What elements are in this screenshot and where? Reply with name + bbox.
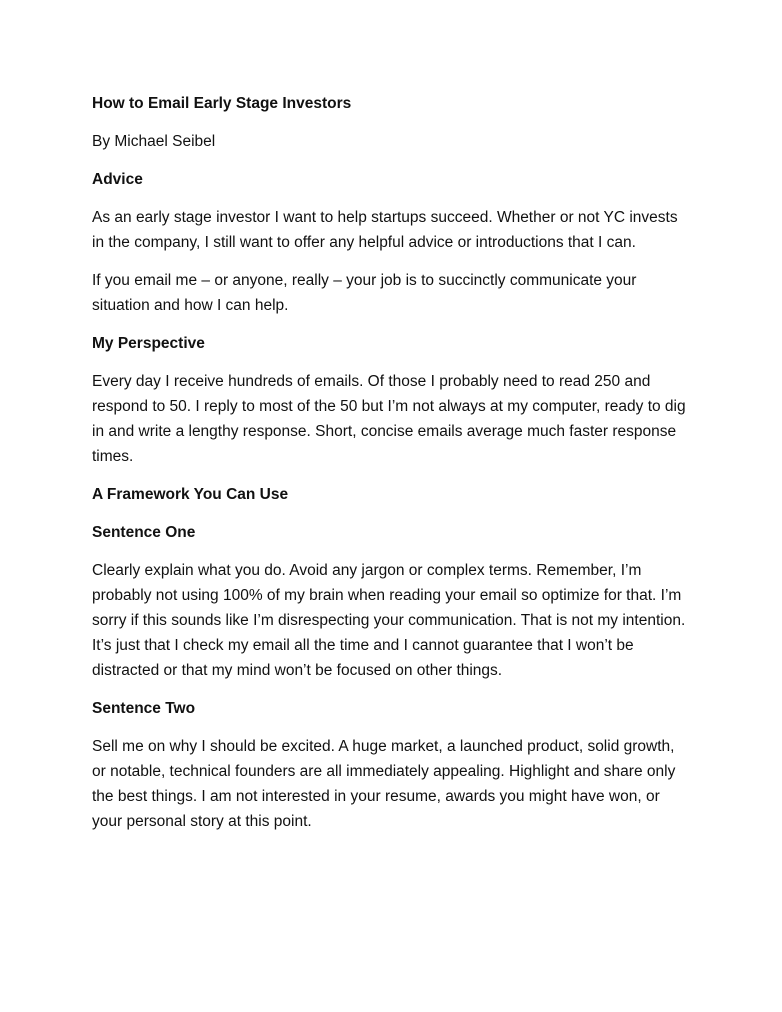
section-heading-sentence-two: Sentence Two [92,700,196,717]
section-heading-framework: A Framework You Can Use [92,486,289,503]
advice-paragraph: As an early stage investor I want to help startups succeed. Whether or not YC invests in the company, I still want to offer any helpful advice or introductions that I can. [92,209,678,251]
document-title: How to Email Early Stage Investors [92,95,352,112]
byline: By Michael Seibel [92,133,216,150]
sentence-one-paragraph: Clearly explain what you do. Avoid any jargon or complex terms. Remember, I’m probably not using 100% of my brain when reading your email so optimize for that. I’m sorry if this sounds like I’m disrespecting your communication. That is not my intention. It’s just that I check my email all the time and I cannot guarantee that I won’t be distracted or that my mind won’t be focused on other things. [92,562,686,679]
section-heading-perspective: My Perspective [92,335,205,352]
section-heading-advice: Advice [92,171,143,188]
document-body [92,91,692,847]
section-heading-sentence-one: Sentence One [92,524,196,541]
perspective-paragraph: Every day I receive hundreds of emails. Of those I probably need to read 250 and respond to 50. I reply to most of the 50 but I’m not always at my computer, ready to dig in and write a lengthy response. Short, concise emails average much faster response times. [92,373,686,465]
sentence-two-paragraph: Sell me on why I should be excited. A huge market, a launched product, solid growth, or notable, technical founders are all immediately appealing. Highlight and share only the best things. I am not interested in your resume, awards you might have won, or your personal story at this point. [92,738,676,830]
advice-paragraph: If you email me – or anyone, really – your job is to succinctly communicate your situation and how I can help. [92,272,637,314]
